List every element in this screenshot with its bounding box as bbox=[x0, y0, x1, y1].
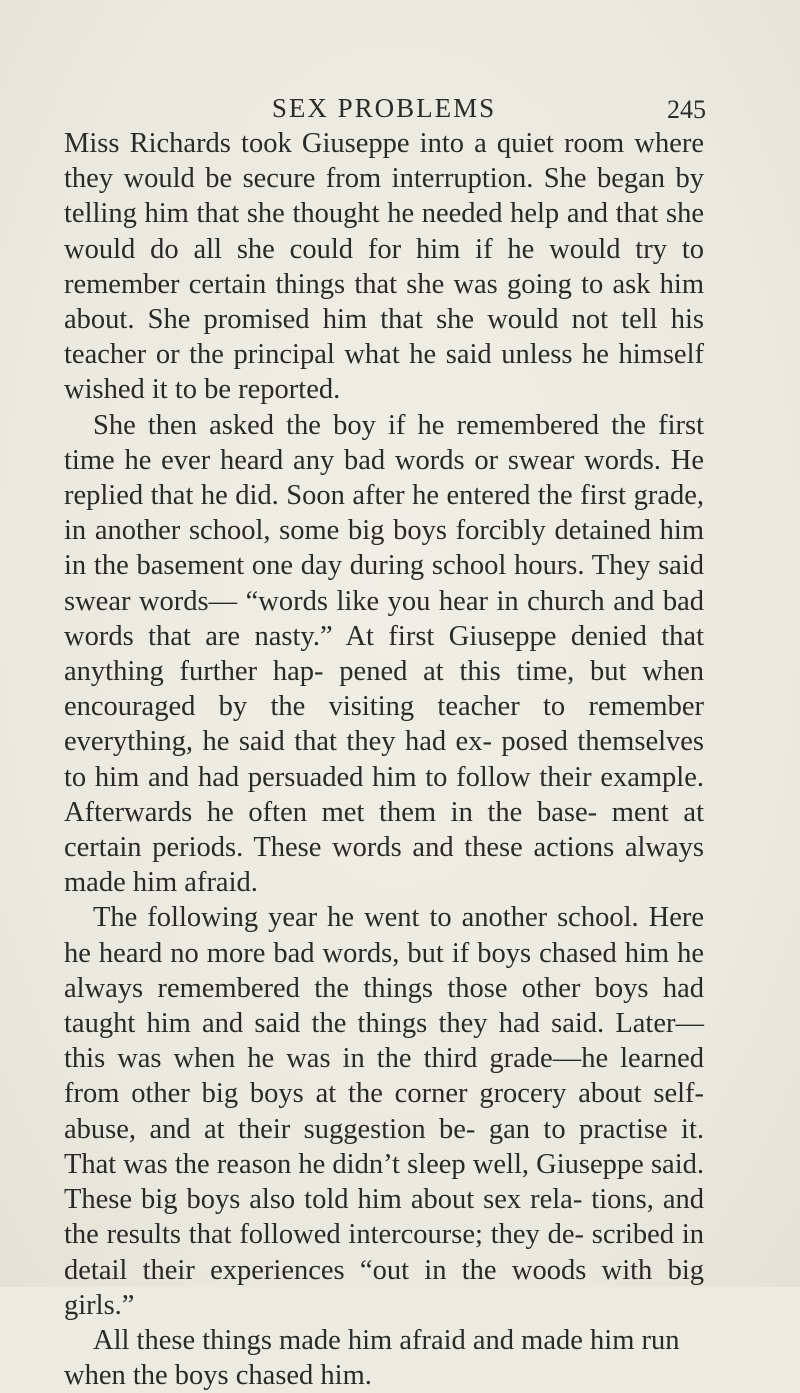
running-title: SEX PROBLEMS bbox=[271, 93, 497, 123]
paragraph: Miss Richards took Giuseppe into a quiet room where they would be secure from interruption. She began by telling him that she thought he needed help and that she would do all she could for him if he would try to remember certain things that she was going to ask him about. She promised him that she would not tell his teacher or the principal what he said unless he himself wished it to be reported. bbox=[64, 128, 704, 406]
body-text bbox=[64, 126, 704, 1393]
paragraph: She then asked the boy if he remembered the first time he ever heard any bad words or swear words. He replied that he did. Soon after he entered the first grade, in another school, some big boys forcibly detained him in the basement one day during school hours. They said swear words— “words like you hear in church and bad words that are nasty.” At first Giuseppe denied that anything further hap- pened at this time, but when encouraged by the visiting teacher to remember everything, he said that they had ex- posed themselves to him and had persuaded him to follow their example. Afterwards he often met them in the base- ment at certain periods. These words and these actions always made him afraid. bbox=[64, 409, 704, 899]
paragraph: The following year he went to another school. Here he heard no more bad words, but if boys chased him he always remembered the things those other boys had taught him and said the things they had said. Later—this was when he was in the third grade—he learned from other big boys at the corner grocery about self-abuse, and at their suggestion be- gan to practise it. That was the reason he didn’t sleep well, Giuseppe said. These big boys also told him about sex rela- tions, and the results that followed intercourse; they de- scribed in detail their experiences “out in the woods with big girls.” bbox=[64, 902, 704, 1321]
running-head bbox=[64, 88, 704, 128]
page-number: 245 bbox=[667, 95, 706, 124]
paragraph: All these things made him afraid and made him run when the boys chased him. bbox=[64, 1324, 680, 1392]
